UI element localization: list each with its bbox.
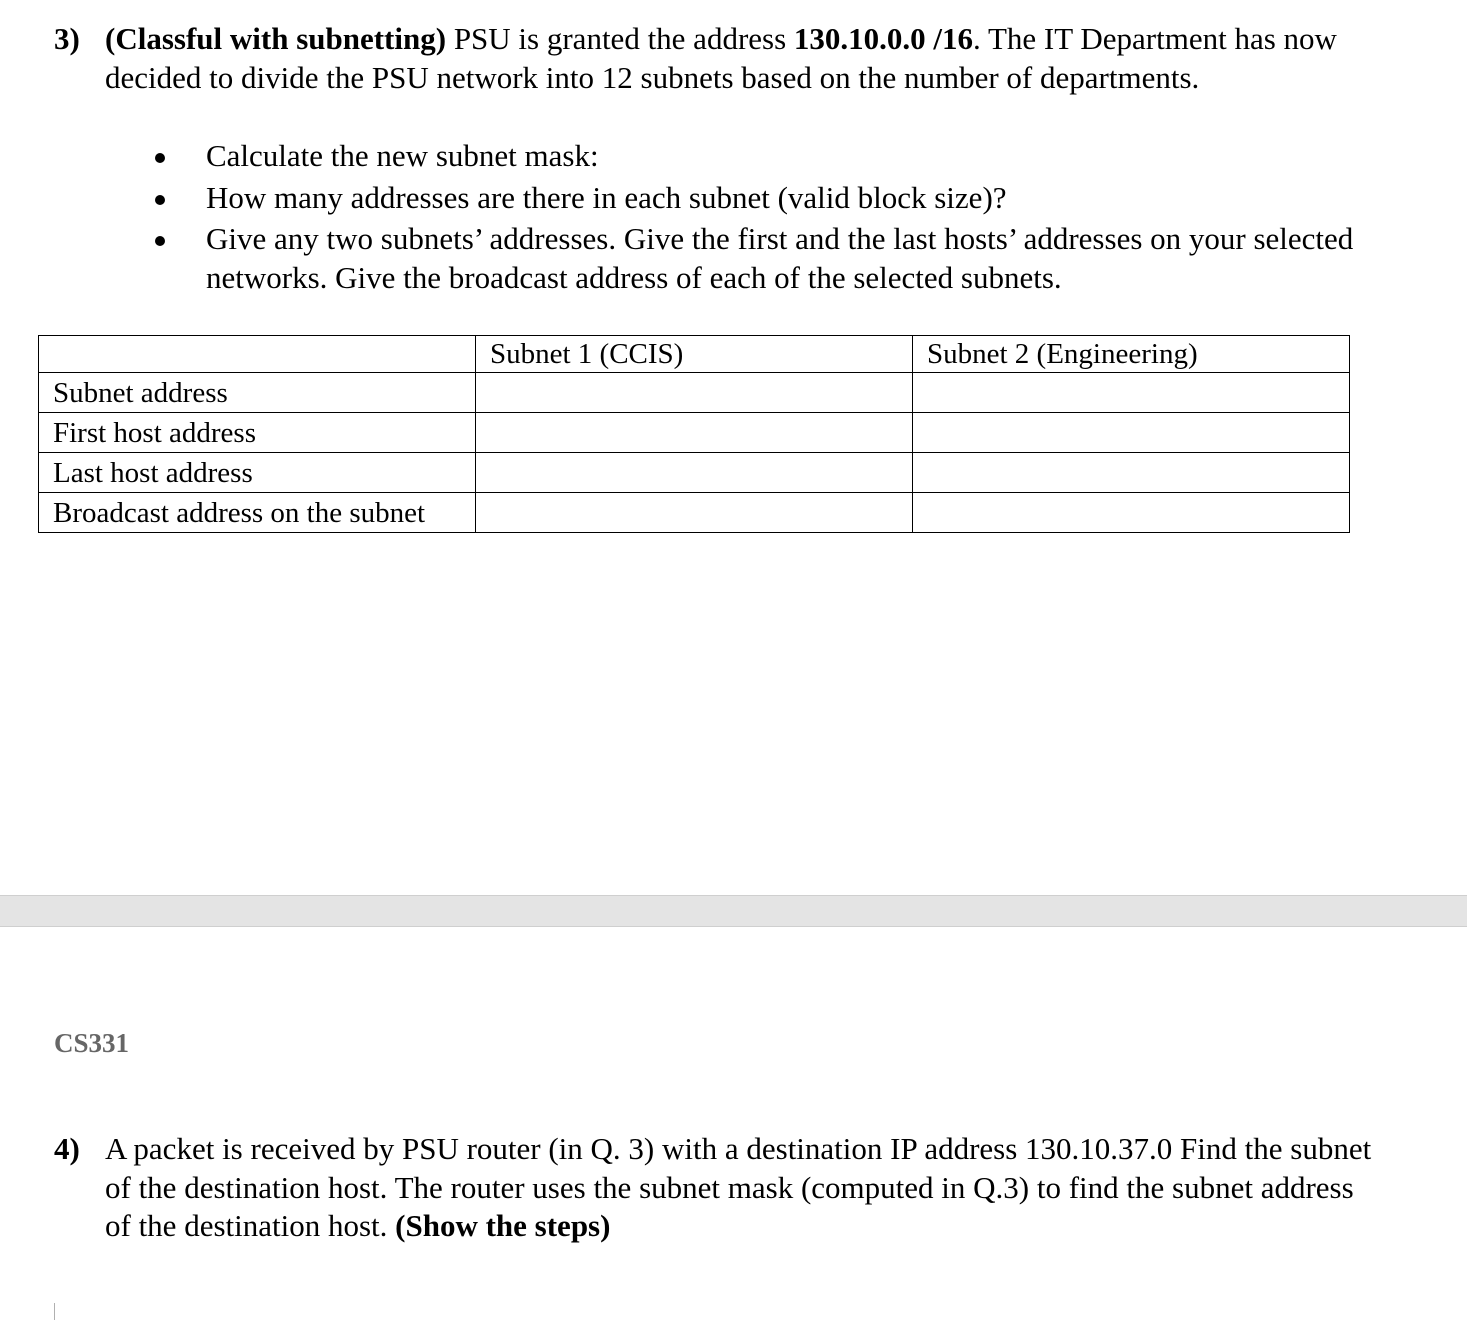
bullet-item: Give any two subnets’ addresses. Give the first and the last hosts’ addresses on your selected networks. Give the broadcast address of each of the selected subnets. bbox=[150, 220, 1380, 297]
row-label-subnet-address: Subnet address bbox=[39, 373, 476, 413]
table-row bbox=[39, 413, 1350, 453]
question-3-rest: . The IT Department has now decided to divide the PSU network into 12 subnets based on the number of departments. bbox=[105, 21, 1337, 95]
bullet-item: How many addresses are there in each subnet (valid block size)? bbox=[150, 179, 1380, 218]
question-4-number: 4) bbox=[54, 1131, 80, 1166]
question-4-text bbox=[105, 1130, 1380, 1246]
question-3-topic: (Classful with subnetting) bbox=[105, 21, 447, 56]
text-cursor[interactable] bbox=[54, 1303, 55, 1320]
question-4-show-steps: (Show the steps) bbox=[395, 1208, 611, 1243]
cell-subnet-1-broadcast[interactable] bbox=[476, 493, 913, 533]
cell-subnet-1-first-host[interactable] bbox=[476, 413, 913, 453]
question-4-body: A packet is received by PSU router (in Q. 3) with a destination IP address 130.10.37.0 Find the subnet of the destination host. The router uses the subnet mask (computed in Q.3) to find the subnet address of the destination host. bbox=[105, 1131, 1372, 1243]
page-separator bbox=[0, 895, 1467, 927]
table-header-row bbox=[39, 336, 1350, 373]
cell-subnet-2-broadcast[interactable] bbox=[913, 493, 1350, 533]
table-row bbox=[39, 373, 1350, 413]
page-header-course: CS331 bbox=[54, 1028, 130, 1058]
table-header-empty bbox=[39, 336, 476, 373]
row-label-first-host: First host address bbox=[39, 413, 476, 453]
cell-subnet-2-subnet-address[interactable] bbox=[913, 373, 1350, 413]
bullet-item: Calculate the new subnet mask: bbox=[150, 137, 1380, 176]
table-row bbox=[39, 453, 1350, 493]
question-3-text bbox=[105, 20, 1385, 97]
question-3-number: 3) bbox=[54, 21, 80, 56]
cell-subnet-2-first-host[interactable] bbox=[913, 413, 1350, 453]
question-3-lead: PSU is granted the address bbox=[446, 21, 794, 56]
row-label-broadcast: Broadcast address on the subnet bbox=[39, 493, 476, 533]
cell-subnet-2-last-host[interactable] bbox=[913, 453, 1350, 493]
subnet-answer-table bbox=[38, 335, 1350, 533]
question-3-address: 130.10.0.0 /16 bbox=[793, 21, 974, 56]
table-row bbox=[39, 493, 1350, 533]
question-3-bullet-list bbox=[150, 137, 1380, 300]
row-label-last-host: Last host address bbox=[39, 453, 476, 493]
table-header-subnet-2: Subnet 2 (Engineering) bbox=[913, 336, 1350, 373]
cell-subnet-1-last-host[interactable] bbox=[476, 453, 913, 493]
table-header-subnet-1: Subnet 1 (CCIS) bbox=[476, 336, 913, 373]
cell-subnet-1-subnet-address[interactable] bbox=[476, 373, 913, 413]
